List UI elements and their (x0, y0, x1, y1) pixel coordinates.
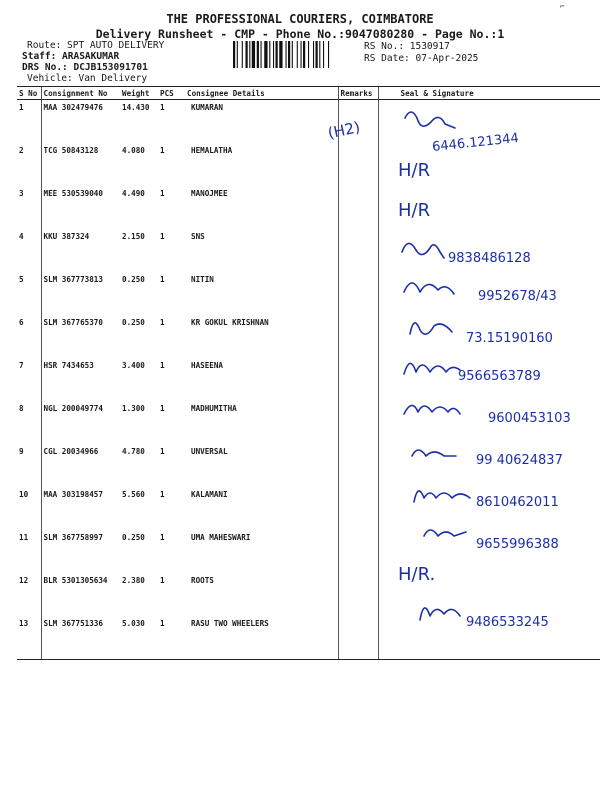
signature-cell (378, 401, 600, 444)
pcs-cell: 1 (160, 576, 165, 585)
pcs-cell: 1 (160, 318, 165, 327)
signature-phone-row5: 9952678/43 (478, 289, 557, 304)
signature-phone-row9: 99 40624837 (476, 453, 563, 468)
barcode-bar (328, 41, 329, 68)
consignee-cell: HEMALATHA (191, 146, 233, 155)
barcode-bar (313, 41, 314, 68)
barcode-bar (323, 41, 324, 68)
signature-cell (378, 358, 600, 401)
signature-phone-row11: 9655996388 (476, 537, 559, 552)
table-header-row (17, 87, 600, 100)
pcs-cell: 1 (158, 616, 185, 660)
remarks-cell (338, 358, 378, 401)
remarks-cell (338, 186, 378, 229)
pcs-cell: 1 (160, 447, 165, 456)
barcode-bar (242, 41, 243, 68)
rs-date: RS Date: 07-Apr-2025 (364, 53, 479, 64)
weight-cell: 4.780 (122, 447, 145, 456)
runsheet-table (17, 86, 600, 660)
signature-cell (378, 530, 600, 573)
col-header-consignee: Consignee Details (185, 87, 338, 100)
barcode-bar (292, 41, 293, 68)
pcs-cell: 1 (160, 146, 165, 155)
pcs-cell: 1 (160, 275, 165, 284)
consignee-cell: MADHUMITHA (191, 404, 237, 413)
barcode-bar (252, 41, 255, 68)
barcode-bar (233, 41, 235, 68)
signature-cell (378, 616, 600, 660)
table-row (17, 616, 600, 660)
barcode-bar (249, 41, 250, 68)
barcode-bar (273, 41, 274, 68)
signature-cell (378, 487, 600, 530)
consignee-cell: HASEENA (191, 361, 224, 370)
consignment-cell: SLM 367758997 (41, 530, 120, 573)
pcs-cell: 1 (160, 404, 165, 413)
signature-row3: H/R (398, 200, 431, 221)
weight-cell: 2.380 (122, 576, 145, 585)
weight-cell: 14.430 (122, 103, 150, 112)
weight-cell: 0.250 (122, 318, 145, 327)
table-row (17, 401, 600, 444)
consignment-cell: TCG 50843128 (41, 143, 120, 186)
weight-cell: 0.250 (122, 275, 145, 284)
signature-cell (378, 186, 600, 229)
col-header-sno: S No (17, 87, 41, 100)
remarks-cell (338, 616, 378, 660)
sno-cell: 12 (19, 576, 29, 585)
consignment-cell: MAA 303198457 (41, 487, 120, 530)
remark-note-row1: (H2) (326, 117, 362, 143)
signature-phone-row1: 6446.121344 (431, 130, 520, 155)
barcode-bar (279, 41, 282, 68)
sno-cell: 7 (19, 361, 24, 370)
sno-cell: 10 (19, 490, 29, 499)
table-row (17, 530, 600, 573)
signature-cell (378, 100, 600, 144)
drs-number: DRS No.: DCJB153091701 (22, 62, 148, 73)
barcode-bar (261, 41, 262, 68)
signature-cell (378, 573, 600, 616)
vehicle-label: Vehicle: Van Delivery (27, 73, 148, 84)
weight-cell: 3.400 (122, 361, 145, 370)
barcode-bar (246, 41, 248, 68)
consignee-cell: ROOTS (191, 576, 214, 585)
consignment-cell: MAA 302479476 (41, 100, 120, 144)
pcs-cell: 1 (160, 533, 165, 542)
consignment-cell: CGL 20034966 (41, 444, 120, 487)
signature-phone-row7: 9566563789 (458, 369, 541, 384)
pcs-cell: 1 (160, 103, 165, 112)
barcode-bar (303, 41, 305, 68)
barcode-bar (257, 41, 259, 68)
sno-cell: 3 (19, 189, 24, 198)
col-header-consignment: Consignment No (41, 87, 120, 100)
runsheet-subtitle: Delivery Runsheet - CMP - Phone No.:9047080280 - Page No.:1 (95, 27, 505, 41)
barcode (233, 41, 358, 68)
remarks-cell (338, 143, 378, 186)
col-header-signature: Seal & Signature (378, 87, 600, 100)
consignee-cell: UNVERSAL (191, 447, 228, 456)
signature-cell (378, 229, 600, 272)
col-header-weight: Weight (120, 87, 158, 100)
sno-cell: 5 (19, 275, 24, 284)
table-row (17, 100, 600, 144)
company-title: THE PROFESSIONAL COURIERS, COIMBATORE (166, 12, 434, 26)
consignee-cell: SNS (191, 232, 205, 241)
remarks-cell (338, 272, 378, 315)
weight-cell: 4.080 (122, 146, 145, 155)
barcode-bar (288, 41, 290, 68)
signature-phone-row6: 73.15190160 (466, 331, 553, 346)
remarks-cell (338, 315, 378, 358)
weight-cell: 0.250 (122, 533, 145, 542)
signature-cell (378, 272, 600, 315)
pcs-cell: 1 (160, 232, 165, 241)
consignment-cell: HSR 7434653 (41, 358, 120, 401)
weight-cell: 5.560 (122, 490, 145, 499)
sno-cell: 11 (19, 533, 29, 542)
sno-cell: 6 (19, 318, 24, 327)
col-header-pcs: PCS (158, 87, 185, 100)
table-row (17, 143, 600, 186)
signature-cell (378, 143, 600, 186)
rs-number: RS No.: 1530917 (364, 41, 450, 52)
barcode-bar (301, 41, 302, 68)
barcode-bar (286, 41, 287, 68)
signature-phone-row13: 9486533245 (466, 615, 549, 630)
barcode-bar (308, 41, 309, 68)
signature-cell (378, 444, 600, 487)
table-row (17, 186, 600, 229)
consignment-cell: SLM 367773813 (41, 272, 120, 315)
consignee-cell: MANOJMEE (191, 189, 228, 198)
sno-cell: 4 (19, 232, 24, 241)
consignment-cell: SLM 367765370 (41, 315, 120, 358)
col-header-remarks: Remarks (338, 87, 378, 100)
barcode-bar (297, 41, 298, 68)
pcs-cell: 1 (160, 361, 165, 370)
table-row (17, 358, 600, 401)
pcs-cell: 1 (160, 490, 165, 499)
consignee-cell: NITIN (191, 275, 214, 284)
weight-cell: 2.150 (122, 232, 145, 241)
staff-label: Staff: ARASAKUMAR (22, 51, 120, 62)
barcode-bar (269, 41, 270, 68)
signature-phone-row10: 8610462011 (476, 495, 559, 510)
consignment-cell: SLM 367751336 (41, 616, 120, 660)
sno-cell: 9 (19, 447, 24, 456)
consignment-cell: BLR 5301305634 (41, 573, 120, 616)
consignment-cell: MEE 530539040 (41, 186, 120, 229)
table-row (17, 487, 600, 530)
signature-cell (378, 315, 600, 358)
consignee-cell: RASU TWO WHEELERS (185, 616, 338, 660)
sno-cell: 1 (19, 103, 24, 112)
consignment-cell: KKU 387324 (41, 229, 120, 272)
table-row (17, 229, 600, 272)
barcode-bar (316, 41, 318, 68)
signature-row2: H/R (398, 160, 431, 181)
remarks-cell (338, 444, 378, 487)
sno-cell: 2 (19, 146, 24, 155)
consignee-cell: KUMARAN (191, 103, 224, 112)
consignment-cell: NGL 200049774 (41, 401, 120, 444)
route-label: Route: SPT AUTO DELIVERY (27, 40, 165, 51)
signature-row12: H/R. (398, 564, 436, 585)
sno-cell: 8 (19, 404, 24, 413)
barcode-bar (237, 41, 238, 68)
consignee-cell: KALAMANI (191, 490, 228, 499)
corner-mark: ⌐ (560, 2, 565, 11)
signature-phone-row8: 9600453103 (488, 411, 571, 426)
pcs-cell: 1 (160, 189, 165, 198)
consignee-cell: UMA MAHESWARI (191, 533, 251, 542)
table-row (17, 272, 600, 315)
remarks-cell (338, 401, 378, 444)
sno-cell: 13 (17, 616, 41, 660)
barcode-bar (276, 41, 278, 68)
weight-cell: 5.030 (120, 616, 158, 660)
signature-phone-row4: 9838486128 (448, 251, 531, 266)
table-row (17, 573, 600, 616)
barcode-bar (264, 41, 267, 68)
remarks-cell (338, 229, 378, 272)
remarks-cell (338, 487, 378, 530)
weight-cell: 4.490 (122, 189, 145, 198)
remarks-cell (338, 100, 378, 144)
table-row (17, 315, 600, 358)
barcode-bar (319, 41, 320, 68)
consignee-cell: KR GOKUL KRISHNAN (191, 318, 269, 327)
remarks-cell (338, 573, 378, 616)
weight-cell: 1.300 (122, 404, 145, 413)
table-row (17, 444, 600, 487)
remarks-cell (338, 530, 378, 573)
